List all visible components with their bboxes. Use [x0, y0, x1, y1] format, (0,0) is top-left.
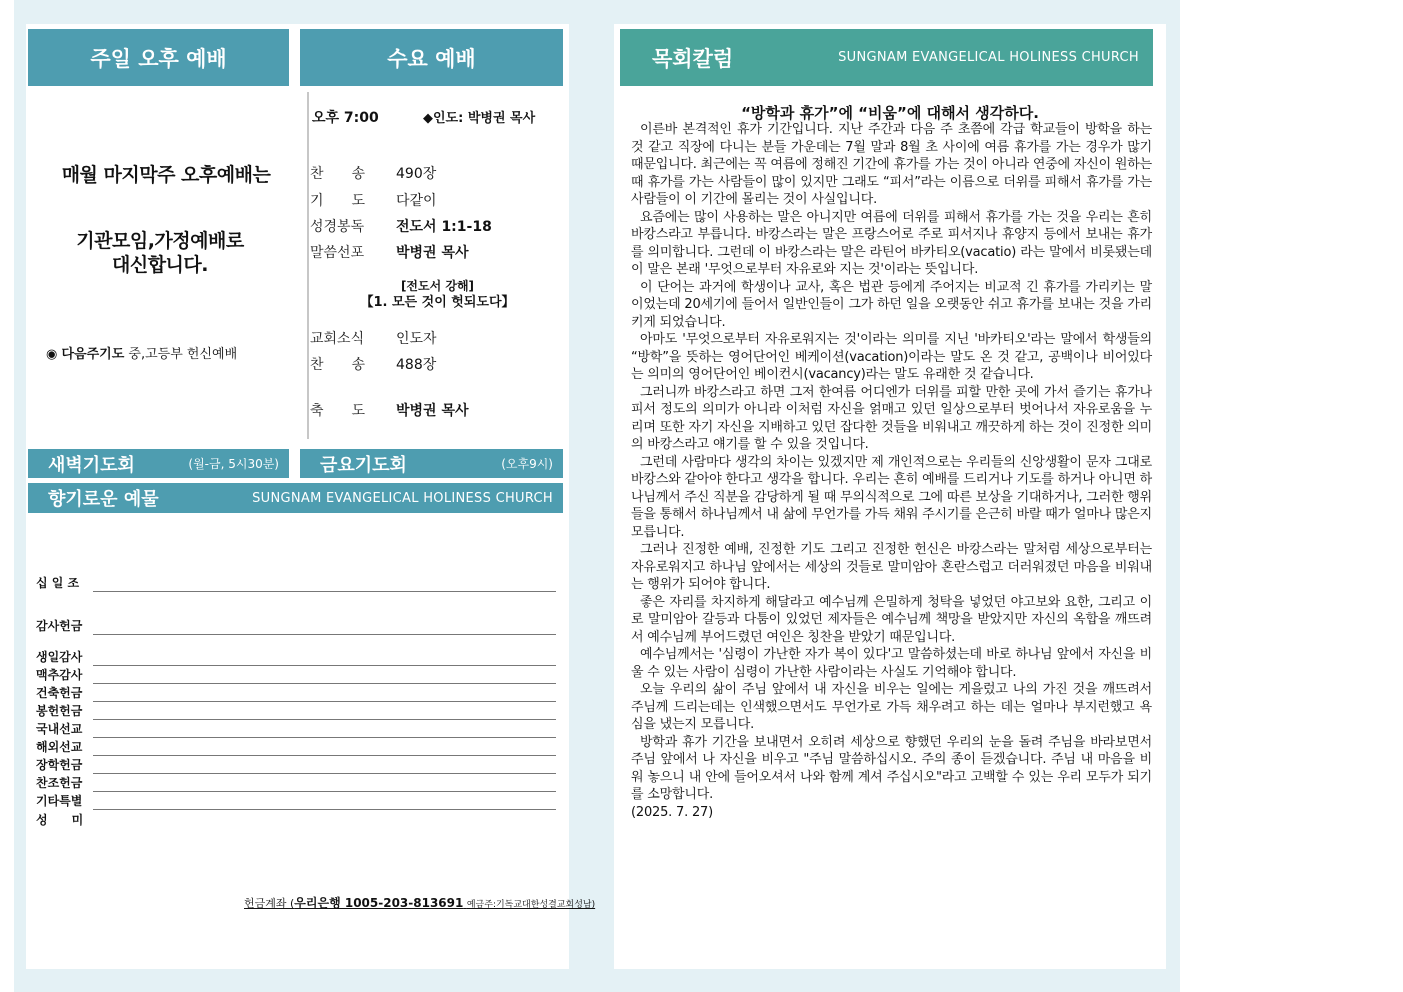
offerings-bar: [28, 483, 563, 513]
order-value: 박병권 목사: [396, 245, 469, 261]
pastor-column-header: [620, 29, 1153, 86]
offering-name: 찬조헌금: [36, 776, 83, 790]
offering-name: 봉헌헌금: [36, 704, 83, 718]
offering-row: [36, 617, 556, 635]
order-value: 인도자: [396, 331, 437, 347]
notice-line-2: 기관모임,가정예배로: [76, 230, 244, 252]
bank-holder: 예금주:기독교대한성결교회성남): [466, 900, 596, 910]
order-label: 찬 송: [310, 166, 366, 182]
offering-row: [36, 720, 556, 738]
wednesday-header: [300, 29, 563, 86]
offering-name: 기타특별: [36, 794, 83, 808]
order-value: 다같이: [396, 193, 437, 209]
order-label: 교회소식: [310, 331, 365, 347]
column-body: [631, 121, 1152, 821]
order-row-hymn-2: [310, 354, 560, 372]
offerings-title: 향기로운 예물: [48, 489, 159, 510]
order-row-prayer: [310, 190, 560, 208]
offering-row: [36, 666, 556, 684]
column-date: (2025. 7. 27): [631, 804, 713, 820]
offering-row: [36, 574, 556, 592]
order-label: 기 도: [310, 193, 366, 209]
offering-name: 건축헌금: [36, 686, 83, 700]
right-panel: [614, 24, 1166, 969]
pastor-column-title: 목회칼럼: [652, 46, 734, 71]
order-value: 전도서 1:1-18: [396, 219, 492, 235]
column-divider: [307, 92, 309, 439]
column-paragraph: 그런데 사람마다 생각의 차이는 있겠지만 제 개인적으로는 우리들의 신앙생활이 문자 그대로 바캉스와 같아야 한다고 생각을 합니다. 우리는 흔히 예배를 드리거나 기도를 하거나 아니면 하나님께서 주신 직분을 감당하게 될 때 무의식적으로 그에 따른 보상을 기대하거나, 그러한 행위들을 통해서 하나님께서 내 삶에 무언가를 가득 채워 주시기를 은근히 바랄 때가 얼마나 많은지 모릅니다.: [631, 454, 1152, 540]
order-value: 박병권 목사: [396, 403, 469, 419]
friday-prayer-title: 금요기도회: [320, 454, 407, 476]
column-paragraph: 그러나 진정한 예배, 진정한 기도 그리고 진정한 헌신은 바캉스라는 말처럼 세상으로부터는 자유로워지고 하나님 앞에서는 세상의 것들로 말미암아 혼란스럽고 더러워졌던 마음을 비워내는 행위가 되어야 합니다.: [631, 542, 1152, 592]
offering-row: [36, 648, 556, 666]
notice-line-1: 매월 마지막주 오후예배는: [61, 164, 271, 186]
wednesday-leader: ◆인도: 박병권 목사: [423, 111, 536, 126]
next-prayer-value: 중,고등부 헌신예배: [128, 347, 238, 362]
dawn-prayer-bar: [28, 449, 289, 478]
offering-row: [36, 792, 556, 810]
bank-account: [244, 894, 595, 911]
offering-row: [36, 756, 556, 774]
offering-name: 장학헌금: [36, 758, 83, 772]
offering-row: [36, 702, 556, 720]
order-label: 축 도: [310, 403, 366, 419]
column-paragraph: 요즘에는 많이 사용하는 말은 아니지만 여름에 더위를 피해서 휴가를 가는 것을 우리는 흔히 바캉스라고 부릅니다. 바캉스라는 말은 프랑스어로 주로 피서지나 휴양지 등에서 보내는 휴가를 의미합니다. 그런데 이 바캉스라는 말은 라틴어 바카티오(vacatio) 라는 말에서 비롯됐는데 이 말은 본래 '무엇으로부터 자유로와 지는 것'이라는 뜻입니다.: [631, 209, 1152, 277]
order-label: 말씀선포: [310, 245, 365, 261]
order-label: 찬 송: [310, 357, 366, 373]
friday-prayer-time: (오후9시): [501, 457, 553, 471]
column-paragraph: 이 단어는 과거에 학생이나 교사, 혹은 법관 등에게 주어지는 비교적 긴 휴가를 가리키는 말이었는데 20세기에 들어서 일반인들이 그가 하던 일을 오랫동안 쉬고 휴가를 보내는 것을 가리키게 되었습니다.: [631, 279, 1152, 330]
next-prayer: [46, 343, 237, 362]
wednesday-time: 오후 7:00: [312, 110, 379, 126]
column-paragraph: 좋은 자리를 차지하게 해달라고 예수님께 은밀하게 청탁을 넣었던 야고보와 요한, 그리고 이로 말미암아 갈등과 다툼이 있었던 제자들은 예수님께 책망을 받았지만 자신의 옥합을 깨뜨려서 예수님께 부어드렸던 여인은 칭찬을 받았기 때문입니다.: [631, 594, 1152, 645]
order-row-sermon: [310, 242, 560, 260]
order-value: 490장: [396, 166, 437, 182]
column-title: “방학과 휴가”에 “비움”에 대해서 생각하다.: [741, 104, 1039, 122]
notice-line-3: 대신합니다.: [112, 254, 208, 276]
sunday-afternoon-title: 주일 오후 예배: [90, 46, 227, 71]
offering-line: [93, 591, 556, 592]
order-label: 성경봉독: [310, 219, 365, 235]
column-paragraph: 아마도 '무엇으로부터 자유로워지는 것'이라는 의미를 지닌 '바카티오'라는 말에서 학생들의 “방학”을 뜻하는 영어단어인 베케이션(vacation)이라는 말도 온 것 같고, 공백이나 비어있다는 의미의 영어단어인 베이컨시(vacancy)라는 말도 유래한 것 같습니다.: [631, 332, 1152, 382]
left-panel: [26, 24, 596, 969]
sermon-title: 【1. 모든 것이 헛되도다】: [360, 295, 515, 310]
order-row-hymn: [310, 163, 560, 181]
friday-prayer-bar: [300, 449, 563, 478]
bank-account-number: 우리은행 1005-203-813691: [294, 896, 464, 910]
offering-row: [36, 774, 556, 792]
offering-name: 십 일 조: [36, 576, 80, 590]
order-row-news: [310, 328, 560, 346]
right-church-name: SUNGNAM EVANGELICAL HOLINESS CHURCH: [838, 50, 1139, 65]
order-value: 488장: [396, 357, 437, 373]
offering-name: 국내선교: [36, 722, 83, 736]
offering-line: [93, 634, 556, 635]
bulletin-sheet: [14, 0, 1180, 992]
offerings-church-name: SUNGNAM EVANGELICAL HOLINESS CHURCH: [252, 490, 553, 506]
column-paragraph: 오늘 우리의 삶이 주님 앞에서 내 자신을 비우는 일에는 게을렀고 나의 가진 것을 깨뜨려서 주님께 드리는데는 인색했으면서도 무언가로 가득 채우려고 하는 데는 얼마나 부지런했고 욕심을 냈는지 모릅니다.: [631, 682, 1152, 732]
column-paragraph: 예수님께서는 '심령이 가난한 자가 복이 있다'고 말씀하셨는데 바로 하나님 앞에서 자신을 비울 수 있는 사람이 심령이 가난한 사람이라는 사실도 기억해야 합니다.: [631, 647, 1152, 680]
column-paragraph: 방학과 휴가 기간을 보내면서 오히려 세상으로 향했던 우리의 눈을 돌려 주님을 바라보면서 주님 앞에서 나 자신을 비우고 "주님 말씀하십시오. 주의 종이 듣겠습니다. 주님 내 마음을 비워 놓으니 내 안에 들어오셔서 나와 함께 계셔 주십시오"라고 고백할 수 있는 우리 모두가 되기를 소망합니다.: [631, 734, 1152, 802]
offering-name: 해외선교: [36, 740, 83, 754]
column-paragraph: 이른바 본격적인 휴가 기간입니다. 지난 주간과 다음 주 초쯤에 각급 학교들이 방학을 하는 것 같고 직장에 다니는 분들 가운데는 7월 말과 8월 초 사이에 여름 휴가를 가는 경우가 많기 때문입니다. 최근에는 꼭 여름에 정해진 기간에 휴가를 가는 것이 아니라 연중에 자신이 원하는 때 휴가를 가는 사람들이 많이 있지만 그래도 “피서”라는 이름으로 더위를 피해서 휴가를 가는 사람들이 이 기간에 몰리는 것이 사실입니다.: [631, 122, 1152, 207]
offering-row: [36, 738, 556, 756]
bank-label: 헌금계좌 (: [244, 897, 295, 910]
order-row-benediction: [310, 400, 560, 418]
wednesday-title: 수요 예배: [387, 46, 476, 71]
offering-name: 성 미: [36, 813, 84, 827]
offering-row: [36, 684, 556, 702]
offering-row-rice: [36, 811, 556, 829]
offering-name: 감사헌금: [36, 619, 83, 633]
column-paragraph: 그러니까 바캉스라고 하면 그저 한여름 어디엔가 더위를 피할 만한 곳에 가서 즐기는 휴가나 피서 정도의 의미가 아니라 이처럼 자신을 얽매고 있던 일상으로부터 벗어나서 자유로움을 누리며 또한 자기 자신을 지배하고 있던 잡다한 것들을 비워내고 깨끗하게 하는 것이 진정한 의미의 바캉스라고 얘기를 할 수 있을 것입니다.: [631, 384, 1152, 452]
offering-name: 맥추감사: [36, 668, 83, 682]
next-prayer-bullet-icon: ◉: [46, 347, 58, 362]
sermon-series: [전도서 강해]: [400, 279, 475, 293]
order-row-scripture: [310, 216, 560, 234]
next-prayer-label: 다음주기도: [61, 347, 125, 362]
offering-line: [93, 809, 556, 810]
sunday-afternoon-header: [28, 29, 289, 86]
dawn-prayer-title: 새벽기도회: [48, 454, 135, 476]
offering-name: 생일감사: [36, 650, 83, 664]
dawn-prayer-time: (월-금, 5시30분): [188, 457, 279, 471]
